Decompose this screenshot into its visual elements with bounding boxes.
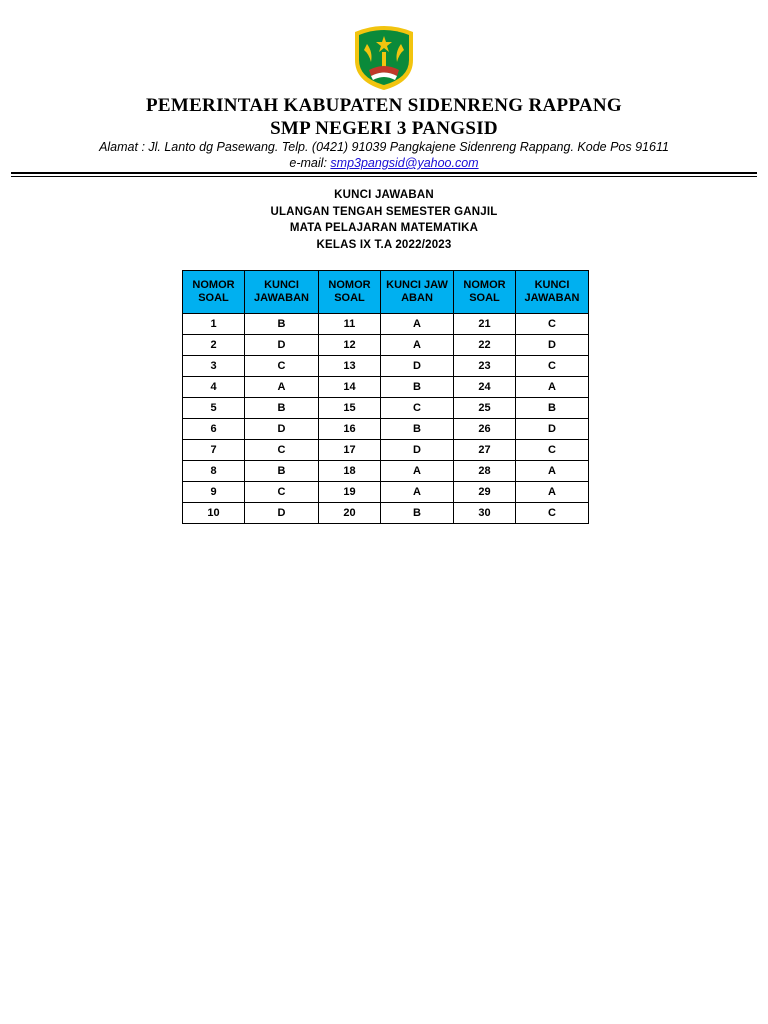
answer-cell: B: [381, 419, 454, 440]
table-row: [183, 398, 589, 419]
doc-heading-class-year: KELAS IX T.A 2022/2023: [316, 239, 452, 251]
question-number-cell: 2: [183, 335, 245, 356]
answer-cell: D: [245, 419, 319, 440]
answer-cell: C: [516, 440, 589, 461]
question-number-cell: 1: [183, 314, 245, 335]
question-number-cell: 19: [319, 482, 381, 503]
question-number-cell: 16: [319, 419, 381, 440]
question-number-cell: 21: [454, 314, 516, 335]
table-row: [183, 335, 589, 356]
answer-cell: B: [516, 398, 589, 419]
letterhead-divider-thick: [11, 172, 757, 174]
kabupaten-crest-logo-icon: [349, 22, 419, 92]
col-header-question-number: NOMOR SOAL: [319, 271, 381, 314]
email-line: [0, 156, 768, 170]
question-number-cell: 29: [454, 482, 516, 503]
answer-cell: D: [245, 335, 319, 356]
question-number-cell: 4: [183, 377, 245, 398]
col-header-answer-key: KUNCI JAWABAN: [381, 271, 454, 314]
doc-heading-exam: ULANGAN TENGAH SEMESTER GANJIL: [270, 206, 498, 218]
table-row: [183, 419, 589, 440]
answer-cell: A: [381, 482, 454, 503]
question-number-cell: 9: [183, 482, 245, 503]
table-row: [183, 440, 589, 461]
answer-cell: A: [381, 314, 454, 335]
question-number-cell: 11: [319, 314, 381, 335]
answer-cell: A: [245, 377, 319, 398]
answer-cell: C: [516, 314, 589, 335]
table-row: [183, 314, 589, 335]
question-number-cell: 17: [319, 440, 381, 461]
col-header-question-number: NOMOR SOAL: [454, 271, 516, 314]
question-number-cell: 27: [454, 440, 516, 461]
table-row: [183, 461, 589, 482]
question-number-cell: 13: [319, 356, 381, 377]
doc-heading-answer-key: KUNCI JAWABAN: [334, 189, 434, 201]
answer-cell: C: [245, 440, 319, 461]
answer-cell: C: [516, 503, 589, 524]
question-number-cell: 8: [183, 461, 245, 482]
email-label: e-mail:: [289, 156, 327, 170]
answer-cell: A: [381, 461, 454, 482]
answer-cell: D: [381, 440, 454, 461]
answer-cell: A: [381, 335, 454, 356]
question-number-cell: 10: [183, 503, 245, 524]
table-header-row: [183, 271, 589, 314]
col-header-answer-key: KUNCI JAWABAN: [516, 271, 589, 314]
table-row: [183, 482, 589, 503]
answer-cell: C: [381, 398, 454, 419]
question-number-cell: 26: [454, 419, 516, 440]
answer-cell: B: [245, 398, 319, 419]
question-number-cell: 14: [319, 377, 381, 398]
question-number-cell: 23: [454, 356, 516, 377]
question-number-cell: 3: [183, 356, 245, 377]
question-number-cell: 15: [319, 398, 381, 419]
email-link[interactable]: smp3pangsid@yahoo.com: [330, 156, 479, 170]
answer-cell: B: [381, 503, 454, 524]
answer-cell: C: [245, 482, 319, 503]
answer-cell: B: [245, 461, 319, 482]
school-name: SMP NEGERI 3 PANGSID: [270, 118, 498, 139]
answer-cell: B: [381, 377, 454, 398]
answer-key-table: [182, 270, 589, 524]
question-number-cell: 12: [319, 335, 381, 356]
answer-cell: D: [245, 503, 319, 524]
question-number-cell: 18: [319, 461, 381, 482]
answer-cell: A: [516, 377, 589, 398]
table-row: [183, 356, 589, 377]
answer-cell: D: [381, 356, 454, 377]
question-number-cell: 5: [183, 398, 245, 419]
answer-cell: C: [516, 356, 589, 377]
answer-cell: D: [516, 335, 589, 356]
answer-cell: C: [245, 356, 319, 377]
letterhead-divider-thin: [11, 176, 757, 177]
question-number-cell: 6: [183, 419, 245, 440]
table-row: [183, 377, 589, 398]
question-number-cell: 30: [454, 503, 516, 524]
question-number-cell: 20: [319, 503, 381, 524]
question-number-cell: 24: [454, 377, 516, 398]
question-number-cell: 28: [454, 461, 516, 482]
table-row: [183, 503, 589, 524]
col-header-question-number: NOMOR SOAL: [183, 271, 245, 314]
answer-cell: D: [516, 419, 589, 440]
question-number-cell: 7: [183, 440, 245, 461]
government-name: PEMERINTAH KABUPATEN SIDENRENG RAPPANG: [145, 95, 623, 116]
answer-cell: A: [516, 461, 589, 482]
col-header-answer-key: KUNCI JAWABAN: [245, 271, 319, 314]
answer-cell: B: [245, 314, 319, 335]
doc-heading-subject: MATA PELAJARAN MATEMATIKA: [289, 222, 479, 234]
question-number-cell: 22: [454, 335, 516, 356]
school-address: Alamat : Jl. Lanto dg Pasewang. Telp. (0421) 91039 Pangkajene Sidenreng Rappang. Kode Pos 91611: [99, 140, 669, 154]
question-number-cell: 25: [454, 398, 516, 419]
answer-cell: A: [516, 482, 589, 503]
